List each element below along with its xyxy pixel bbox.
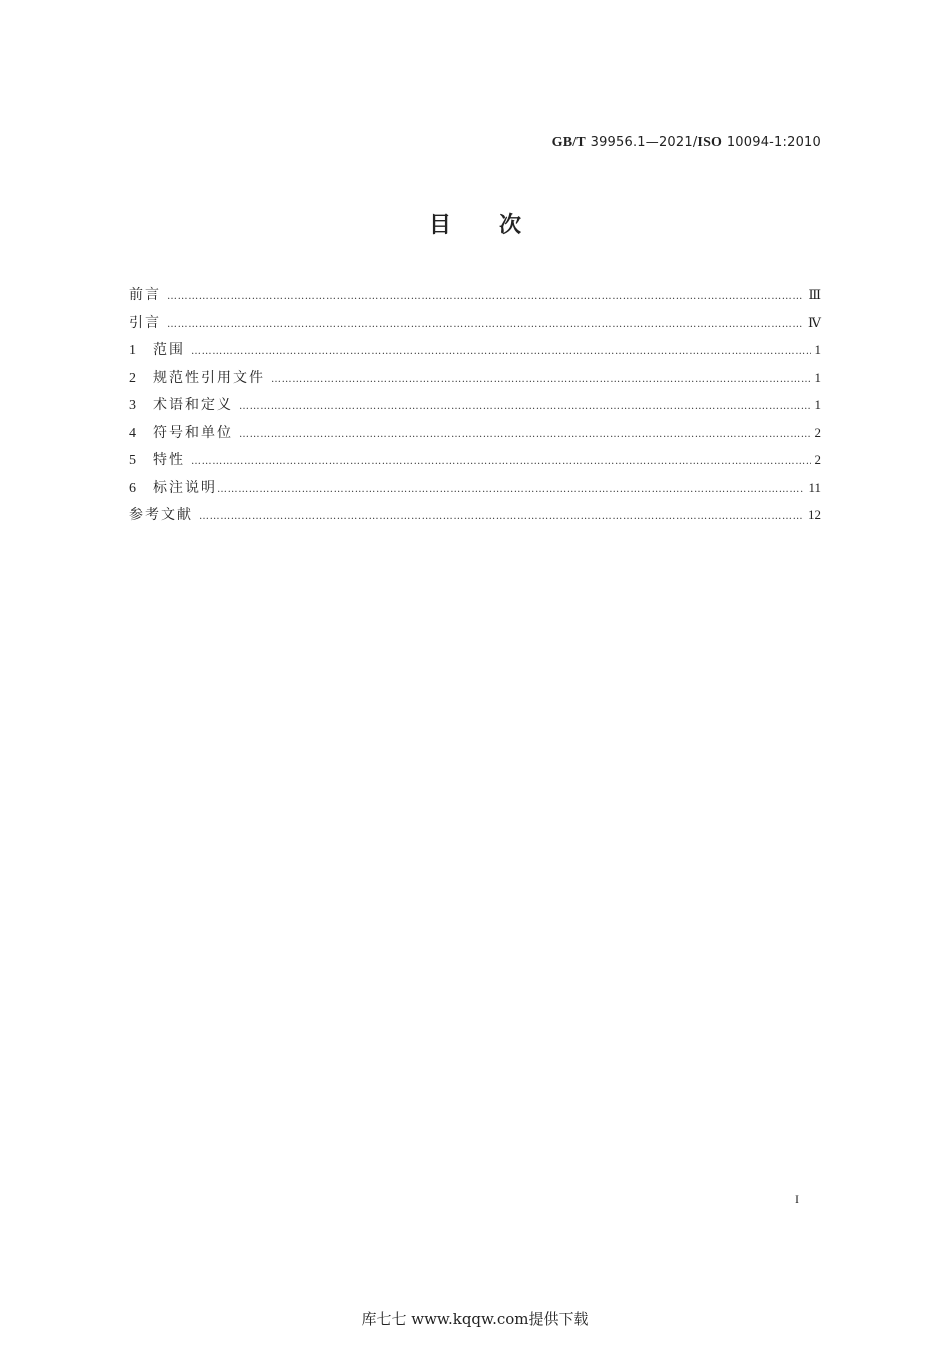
toc-entry-number: 4 — [129, 425, 136, 441]
standard-code-prefix: GB/T — [551, 135, 586, 150]
toc-entry-page: Ⅳ — [808, 314, 821, 330]
toc-dot-leader — [191, 346, 811, 357]
toc-entry-label: 特性 — [153, 452, 185, 468]
page-title-char-2: 次 — [499, 213, 522, 238]
toc-entry-page: Ⅲ — [808, 287, 821, 302]
toc-dot-leader — [167, 291, 804, 302]
standard-code-header — [552, 134, 821, 151]
iso-code-number: 10094-1:2010 — [726, 135, 821, 150]
toc-entry-label: 术语和定义 — [153, 397, 233, 413]
toc-dot-leader — [191, 456, 811, 467]
standard-code-number: 39956.1—2021/ — [590, 135, 698, 150]
toc-entry-page: 1 — [814, 369, 821, 385]
toc-dot-leader — [199, 511, 804, 522]
toc-entry-label: 规范性引用文件 — [153, 369, 265, 386]
toc-entry-number: 6 — [129, 480, 136, 496]
download-watermark: 库七七 www.kqqw.com提供下载 — [361, 1310, 589, 1328]
toc-entry-label: 标注说明 — [153, 479, 217, 496]
toc-dot-leader — [271, 374, 811, 385]
iso-code-prefix: ISO — [697, 135, 723, 150]
toc-entry-terms-definitions[interactable] — [129, 394, 821, 422]
toc-entry-label: 引言 — [129, 314, 161, 331]
toc-entry-marking[interactable] — [129, 477, 821, 505]
toc-entry-number: 1 — [129, 343, 136, 358]
toc-entry-page: 12 — [808, 507, 821, 522]
toc-entry-page: 1 — [814, 397, 821, 412]
toc-dot-leader — [239, 429, 811, 440]
toc-dot-leader — [239, 401, 811, 412]
toc-entry-page: 2 — [814, 452, 821, 467]
toc-entry-page: 2 — [814, 424, 821, 440]
toc-entry-number: 5 — [129, 453, 136, 468]
toc-entry-label: 符号和单位 — [153, 424, 233, 441]
toc-entry-bibliography[interactable] — [129, 504, 821, 532]
toc-entry-introduction[interactable] — [129, 312, 821, 340]
toc-entry-page: 1 — [814, 342, 821, 357]
toc-entry-symbols-units[interactable] — [129, 422, 821, 450]
toc-entry-number: 3 — [129, 398, 136, 413]
toc-entry-characteristics[interactable] — [129, 449, 821, 477]
toc-entry-page: 11 — [808, 479, 821, 495]
page-title — [0, 208, 950, 239]
page-title-char-1: 目 — [428, 213, 451, 238]
toc-entry-label: 范围 — [153, 342, 185, 358]
toc-dot-leader — [217, 484, 804, 495]
toc-entry-label: 参考文献 — [129, 507, 193, 523]
table-of-contents — [129, 284, 821, 532]
toc-entry-label: 前言 — [129, 287, 161, 303]
page-number: I — [795, 1192, 799, 1206]
toc-entry-normative-references[interactable] — [129, 367, 821, 395]
toc-entry-scope[interactable] — [129, 339, 821, 367]
toc-dot-leader — [167, 319, 804, 330]
toc-entry-number: 2 — [129, 370, 136, 386]
toc-entry-foreword[interactable] — [129, 284, 821, 312]
